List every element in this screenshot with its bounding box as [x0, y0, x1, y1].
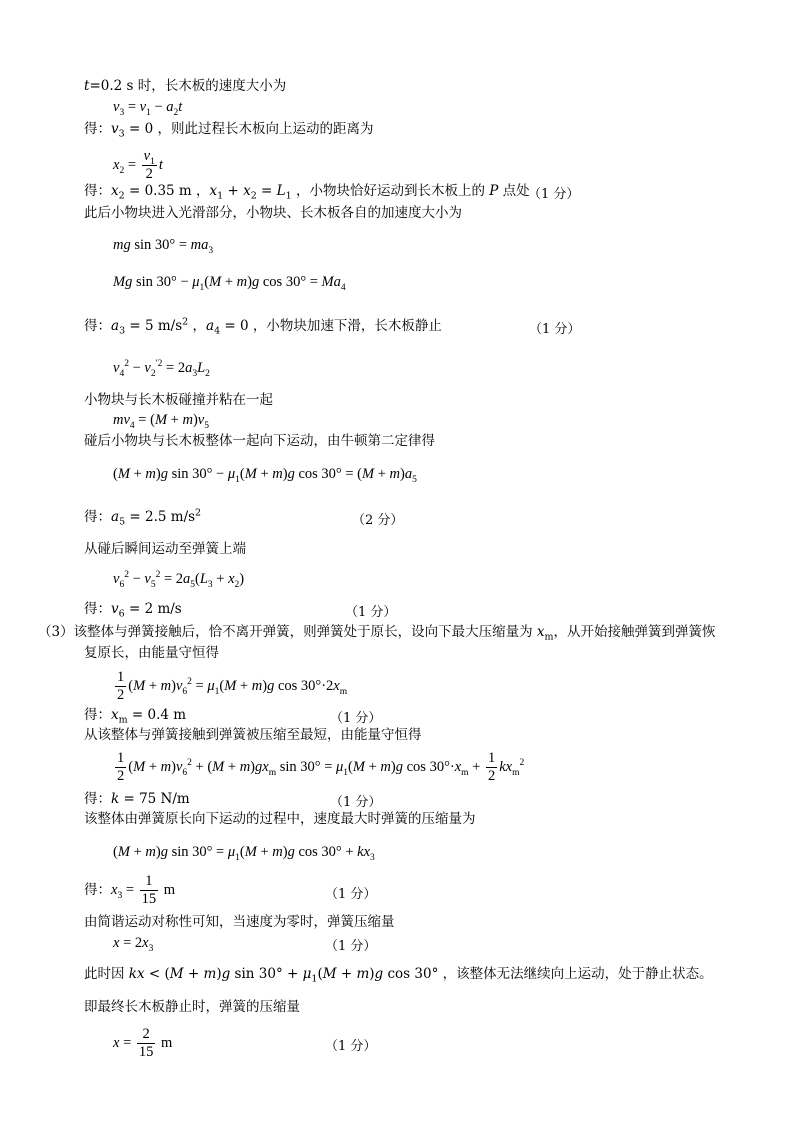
- line-to-spring: 从碰后瞬间运动至弹簧上端: [84, 541, 246, 557]
- line-xm-value: 得：$x_m = 0.4$ m: [84, 707, 187, 726]
- line-compressed: 从该整体与弹簧接触到弹簧被压缩至最短，由能量守恒得: [84, 727, 422, 743]
- line-v3-zero: 得：$v_3 = 0$ ，则此过程长木板向上运动的距离为: [84, 121, 374, 140]
- line-newton: 碰后小物块与长木板整体一起向下运动，由牛顿第二定律得: [84, 433, 435, 449]
- line-smooth-part: 此后小物块进入光滑部分，小物块、长木板各自的加速度大小为: [84, 205, 462, 221]
- line-x3-value: 得：$x_3$ = $\frac{1}{15}$ m: [84, 873, 176, 908]
- line-collision: 小物块与长木板碰撞并粘在一起: [84, 392, 273, 408]
- line-final: 即最终长木板静止时，弹簧的压缩量: [84, 999, 300, 1015]
- score-6: （1 分）: [330, 795, 382, 810]
- line-symmetry: 由简谐运动对称性可知，当速度为零时，弹簧压缩量: [84, 914, 395, 930]
- score-4: （1 分）: [345, 605, 397, 620]
- eq-energy-1: $\frac{1}{2}$ $(M + m)v_6^2 = \mu_1(M + m)g$ $\cos 30^\circ\cdot 2x_m$: [117, 669, 348, 704]
- line-v6-value: 得：$v_6 = 2$ m/s: [84, 601, 182, 620]
- score-3: （2 分）: [352, 513, 404, 528]
- part-3-intro-cont: 复原长，由能量守恒得: [84, 645, 219, 661]
- score-9: （1 分）: [325, 1039, 377, 1054]
- part-3-intro: （3）该整体与弹簧接触后，恰不离开弹簧，则弹簧处于原长，设向下最大压缩量为 $x_m$，从开始接触弹簧到弹簧恢: [38, 624, 716, 643]
- eq-final-x: x = $\frac{2}{15}$ m: [113, 1026, 173, 1061]
- eq-x2: $x_2$ = $\frac{v_1}{2}$ t: [113, 148, 163, 183]
- eq-x3: (M + m)g $\sin 30^\circ = \mu_1(M + m)g$ $\cos 30^\circ + kx_3$: [113, 844, 375, 863]
- eq-momentum: $mv_4 = (M + m)v_5$: [113, 412, 209, 431]
- score-5: （1 分）: [330, 711, 382, 726]
- score-1: （1 分）: [528, 187, 580, 202]
- line-a3-value: 得：$a_3 = 5$ $m/s^2$ ，$a_4 = 0$ ，小物块加速下滑，长木板静止: [84, 316, 442, 337]
- score-7: （1 分）: [325, 887, 377, 902]
- line-static-condition: 此时因 kx < (M + m)g $\sin 30^\circ + \mu_1(M + m)g$ cos 30° ，该整体无法继续向上运动，处于静止状态。: [84, 966, 713, 985]
- eq-v4: $v_4^2 - v_2^{'2} = 2a_3L_2$: [113, 359, 210, 379]
- eq-x-2x3: $x = 2x_3$: [113, 935, 154, 954]
- eq-v3: $v_3 = v_1 - a_2t$: [113, 99, 183, 118]
- score-2: （1 分）: [529, 322, 581, 337]
- line-max-speed: 该整体由弹簧原长向下运动的过程中，速度最大时弹簧的压缩量为: [84, 811, 476, 827]
- score-8: （1 分）: [325, 939, 377, 954]
- line-a5-value: 得：$a_5 = 2.5$ $m/s^2$: [84, 507, 202, 528]
- eq-a5: (M + m)g $\sin 30^\circ - \mu_1(M + m)g$ $\cos 30^\circ = (M + m)a_5$: [113, 466, 417, 485]
- eq-a3: mg $\sin 30^\circ = ma_3$: [113, 237, 214, 256]
- eq-energy-2: $\frac{1}{2}$ $(M + m)v_6^2 + (M + m)gx_m$ $\sin 30^\circ = \mu_1(M + m)g$ $\cos 30^\circ\cdot x_m$ + $\frac{1}{2}$ $kx_m^2$: [117, 750, 525, 785]
- line-t-02s: t=0.2 s 时，长木板的速度大小为: [84, 78, 287, 94]
- line-k-value: 得：k = 75 N/m: [84, 791, 190, 807]
- line-x2-value: 得：$x_2 = 0.35$ m ，$x_1 + x_2 = L_1$ ，小物块恰好运动到长木板上的 P 点处: [84, 183, 530, 202]
- eq-a4: Mg $\sin 30^\circ - \mu_1(M + m)g$ $\cos 30^\circ = Ma_4$: [113, 274, 346, 293]
- eq-v6: $v_6^2 - v_5^2 = 2a_5(L_3 + x_2)$: [113, 570, 245, 590]
